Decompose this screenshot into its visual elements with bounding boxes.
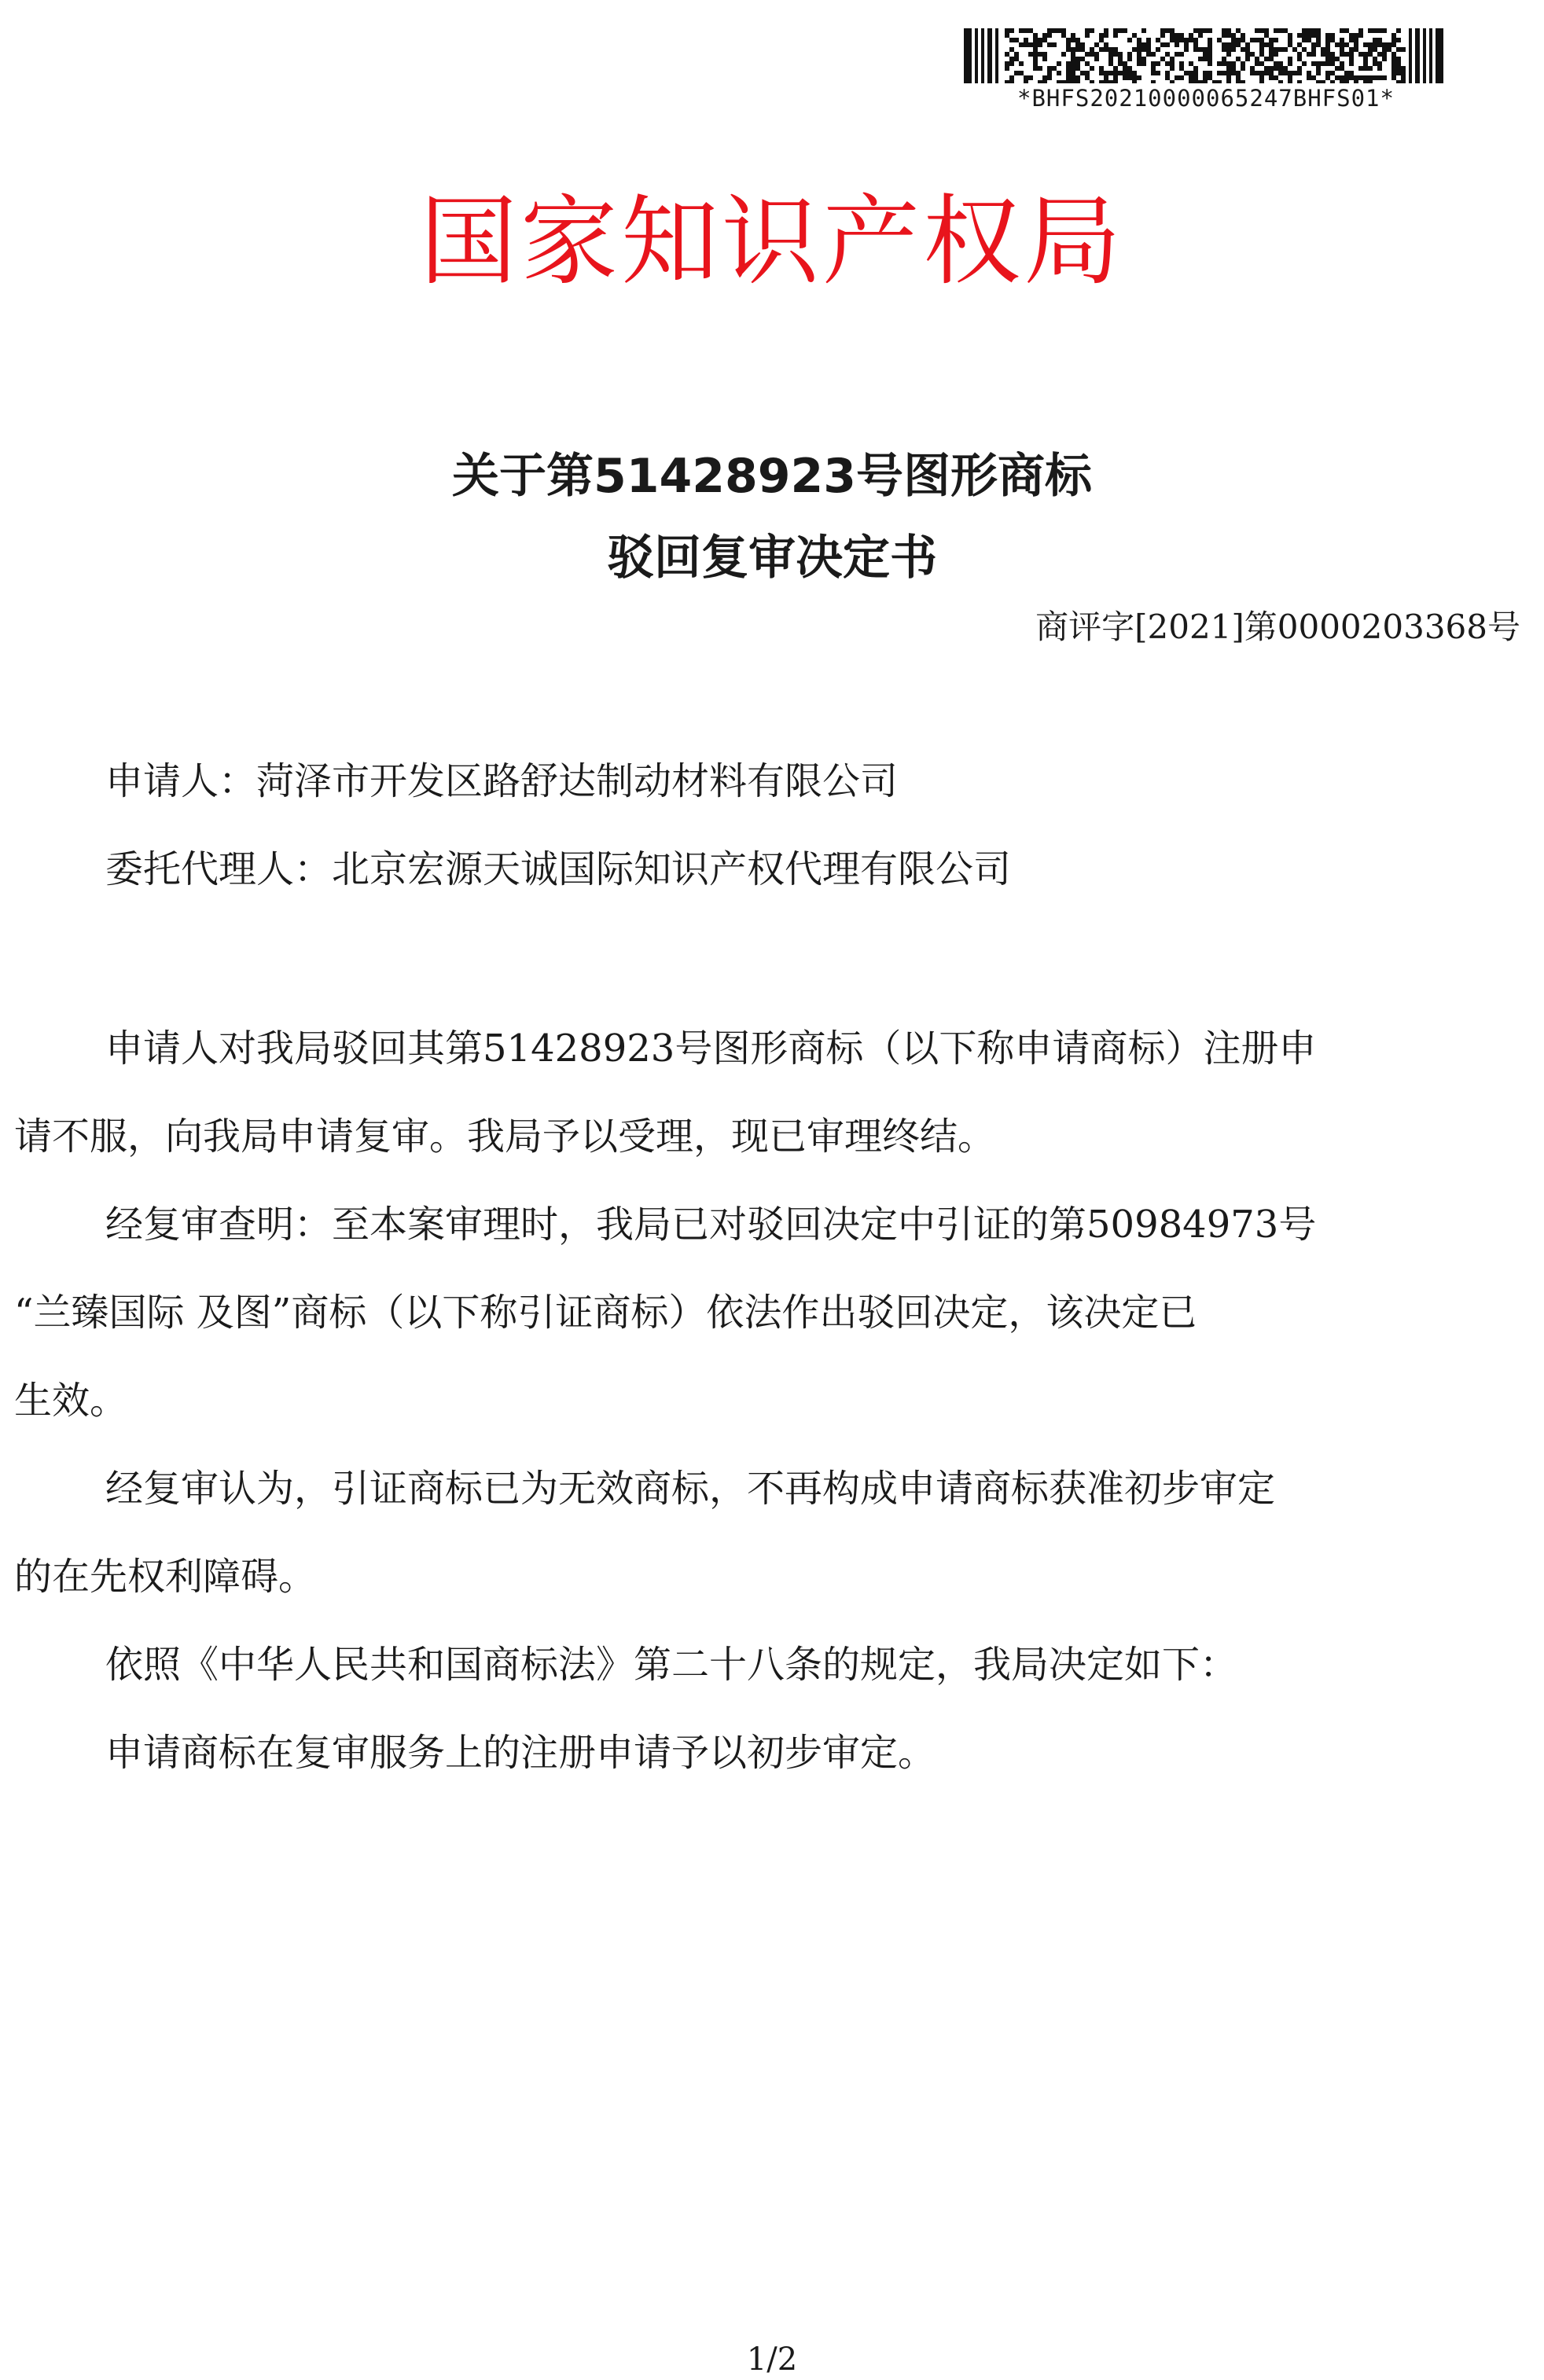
agency-name: 国家知识产权局 (419, 185, 1124, 299)
agent-line: 委托代理人：北京宏源天诚国际知识产权代理有限公司 (105, 847, 1012, 891)
paragraph-4-line-1: 依照《中华人民共和国商标法》第二十八条的规定，我局决定如下： (105, 1643, 1238, 1687)
paragraph-1-line-2: 请不服，向我局申请复审。我局予以受理，现已审理终结。 (14, 1115, 996, 1159)
document-title-line-2: 驳回复审决定书 (607, 531, 937, 586)
paragraph-3-line-2: 的在先权利障碍。 (14, 1555, 317, 1599)
barcode-number: *BHFS20210000065247BHFS01* (1017, 85, 1395, 112)
paragraph-2-line-3: 生效。 (14, 1379, 128, 1423)
paragraph-2-line-2: “兰臻国际 及图”商标（以下称引证商标）依法作出驳回决定，该决定已 (14, 1291, 1197, 1335)
barcode-image (964, 28, 1448, 83)
document-number: 商评字[2021]第0000203368号 (1035, 608, 1520, 646)
paragraph-1-line-1: 申请人对我局驳回其第51428923号图形商标（以下称申请商标）注册申 (105, 1027, 1317, 1071)
document-title-line-1: 关于第51428923号图形商标 (452, 449, 1092, 504)
paragraph-3-line-1: 经复审认为，引证商标已为无效商标，不再构成申请商标获准初步审定 (105, 1467, 1276, 1511)
page-number: 1/2 (746, 2341, 798, 2378)
paragraph-2-line-1: 经复审查明：至本案审理时，我局已对驳回决定中引证的第50984973号 (105, 1203, 1317, 1247)
applicant-line: 申请人：菏泽市开发区路舒达制动材料有限公司 (105, 759, 899, 803)
paragraph-5-line-1: 申请商标在复审服务上的注册申请予以初步审定。 (105, 1731, 936, 1775)
